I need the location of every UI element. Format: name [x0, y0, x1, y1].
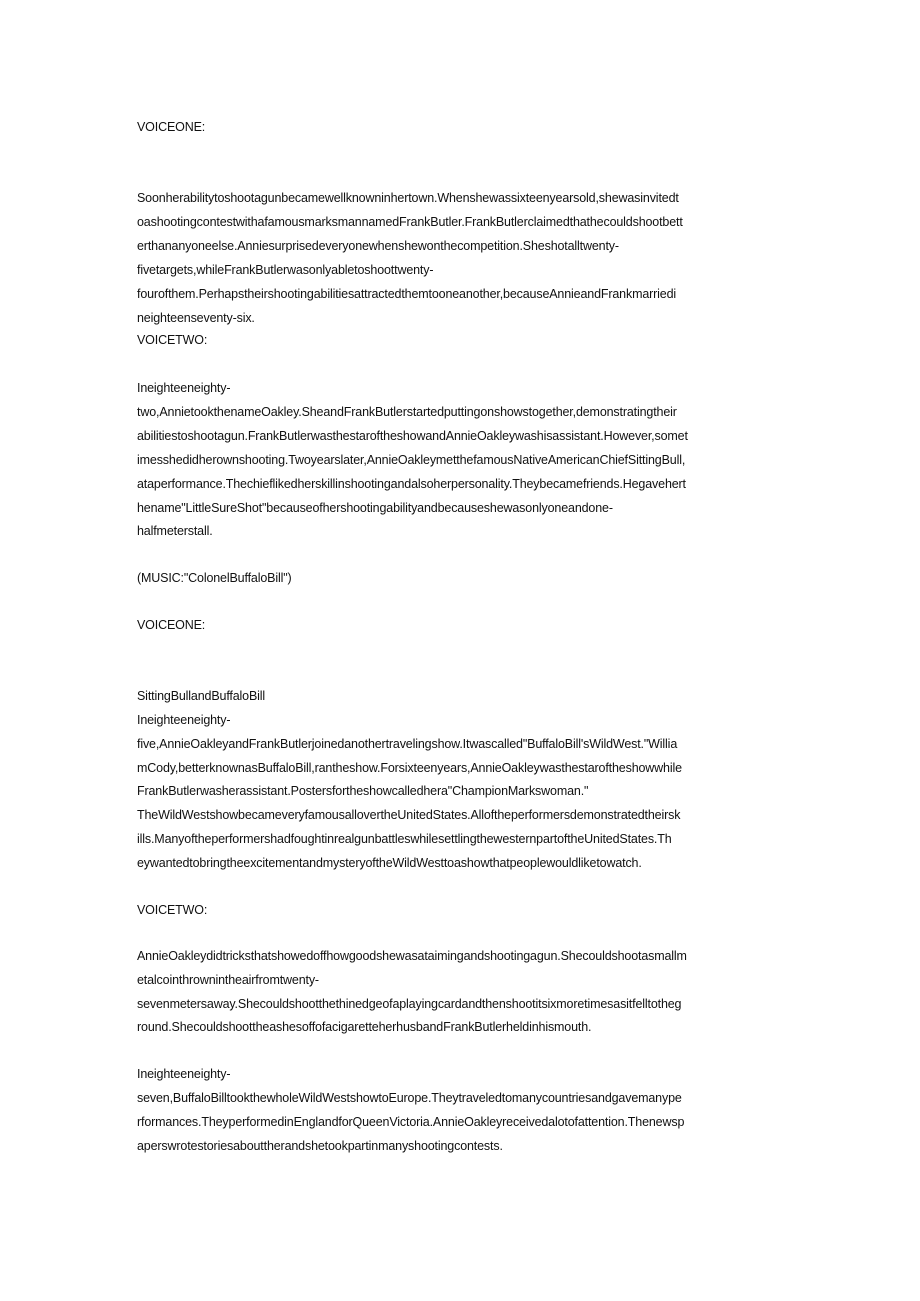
text-line: Ineighteeneighty-	[137, 713, 231, 727]
text-line: ataperformance.Thechieflikedherskillinshootingandalsoherpersonality.Theybecamefriends.Hegavehert	[137, 477, 686, 491]
text-line: halfmeterstall.	[137, 524, 213, 538]
text-line: mCody,betterknownasBuffaloBill,rantheshow.Forsixteenyears,AnnieOakleywasthestaroftheshowwhile	[137, 761, 682, 775]
text-line: imesshedidherownshooting.Twoyearslater,AnnieOakleymetthefamousNativeAmericanChiefSittingBull,	[137, 453, 686, 467]
text-line: etalcointhrownintheairfromtwenty-	[137, 973, 319, 987]
speaker-heading: VOICEONE:	[137, 618, 206, 632]
text-line: round.ShecouldshoottheashesoffofacigaretteherhusbandFrankButlerheldinhismouth.	[137, 1020, 592, 1034]
text-line: oashootingcontestwithafamousmarksmannamedFrankButler.FrankButlerclaimedthathecouldshootbett	[137, 215, 683, 229]
text-line: FrankButlerwasherassistant.Postersfortheshowcalledhera"ChampionMarkswoman."	[137, 784, 589, 798]
text-line: Ineighteeneighty-	[137, 1067, 231, 1081]
text-line: rformances.TheyperformedinEnglandforQueenVictoria.AnnieOakleyreceivedalotofattention.Thenewsp	[137, 1115, 685, 1129]
text-line: TheWildWestshowbecameveryfamousallovertheUnitedStates.Alloftheperformersdemonstratedtheirsk	[137, 808, 681, 822]
music-cue: (MUSIC:"ColonelBuffaloBill")	[137, 571, 292, 585]
text-line: fourofthem.Perhapstheirshootingabilitiesattractedthemtooneanother,becauseAnnieandFrankmarriedi	[137, 287, 677, 301]
text-line: abilitiestoshootagun.FrankButlerwasthestaroftheshowandAnnieOakleywashisassistant.However,somet	[137, 429, 688, 443]
text-line: sevenmetersaway.Shecouldshootthethinedgeofaplayingcardandthenshootitsixmoretimesasitfelltotheg	[137, 997, 682, 1011]
text-line: erthananyoneelse.Anniesurprisedeveryonewhenshewonthecompetition.Sheshotalltwenty-	[137, 239, 619, 253]
text-line: Ineighteeneighty-	[137, 381, 231, 395]
text-line: five,AnnieOakleyandFrankButlerjoinedanothertravelingshow.Itwascalled"BuffaloBill'sWildWest."Willia	[137, 737, 678, 751]
text-line: seven,BuffaloBilltookthewholeWildWestshowtoEurope.Theytraveledtomanycountriesandgavemanype	[137, 1091, 682, 1105]
text-line: ills.ManyoftheperformershadfoughtinrealgunbattleswhilesettlingthewesternpartoftheUnitedStates.Th	[137, 832, 672, 846]
speaker-heading: VOICETWO:	[137, 903, 208, 917]
text-line: aperswrotestoriesabouttherandshetookpartinmanyshootingcontests.	[137, 1139, 503, 1153]
speaker-heading: VOICEONE:	[137, 120, 206, 134]
text-line: hename"LittleSureShot"becauseofhershootingabilityandbecauseshewasonlyoneandone-	[137, 501, 613, 515]
text-line: eywantedtobringtheexcitementandmysteryoftheWildWesttoashowthatpeoplewouldliketowatch.	[137, 856, 642, 870]
section-heading: SittingBullandBuffaloBill	[137, 689, 266, 703]
text-line: two,AnnietookthenameOakley.SheandFrankButlerstartedputtingonshowstogether,demonstratingtheir	[137, 405, 677, 419]
text-line: AnnieOakleydidtricksthatshowedoffhowgoodshewasataimingandshootingagun.Shecouldshootasmallm	[137, 949, 687, 963]
text-line: neighteenseventy-six.	[137, 311, 255, 325]
text-line: fivetargets,whileFrankButlerwasonlyabletoshoottwenty-	[137, 263, 434, 277]
text-line: Soonherabilitytoshootagunbecamewellknowninhertown.Whenshewassixteenyearsold,shewasinvitedt	[137, 191, 679, 205]
speaker-heading: VOICETWO:	[137, 333, 208, 347]
